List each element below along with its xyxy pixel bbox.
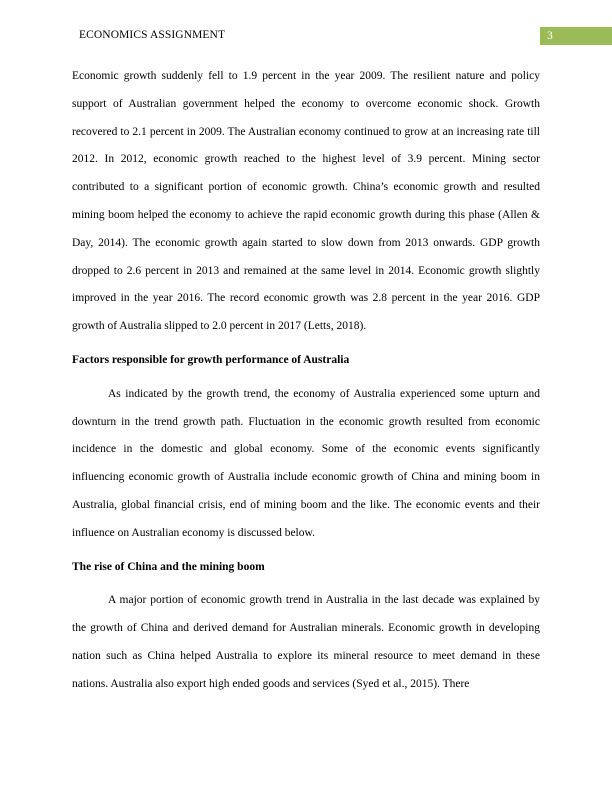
page-number: 3	[540, 27, 612, 45]
section-heading: The rise of China and the mining boom	[72, 560, 265, 573]
page-header	[0, 0, 612, 60]
paragraph: As indicated by the growth trend, the economy of Australia experienced some upturn and downturn in the trend growth path. Fluctuation in the economic growth resulted from economic incidence in the domestic and global economy. Some of the economic events significantly influencing economic growth of Australia include economic growth of China and mining boom in Australia, global financial crisis, end of mining boom and the like. The economic events and their influence on Australian economy is discussed below.	[72, 387, 540, 539]
document-body	[72, 63, 540, 699]
section-heading: Factors responsible for growth performance of Australia	[72, 353, 350, 366]
paragraph: Economic growth suddenly fell to 1.9 percent in the year 2009. The resilient nature and policy support of Australian government helped the economy to overcome economic shock. Growth recovered to 2.1 percent in 2009. The Australian economy continued to grow at an increasing rate till 2012. In 2012, economic growth reached to the highest level of 3.9 percent. Mining sector contributed to a significant portion of economic growth. China’s economic growth and resulted mining boom helped the economy to achieve the rapid economic growth during this phase (Allen & Day, 2014). The economic growth again started to slow down from 2013 onwards. GDP growth dropped to 2.6 percent in 2013 and remained at the same level in 2014. Economic growth slightly improved in the year 2016. The record economic growth was 2.8 percent in the year 2016. GDP growth of Australia slipped to 2.0 percent in 2017 (Letts, 2018).	[72, 70, 540, 333]
header-title: ECONOMICS ASSIGNMENT	[79, 29, 226, 41]
paragraph: A major portion of economic growth trend in Australia in the last decade was explained by the growth of China and derived demand for Australian minerals. Economic growth in developing nation such as China helped Australia to explore its mineral resource to meet demand in these nations. Australia also export high ended goods and services (Syed et al., 2015). There	[72, 594, 540, 690]
